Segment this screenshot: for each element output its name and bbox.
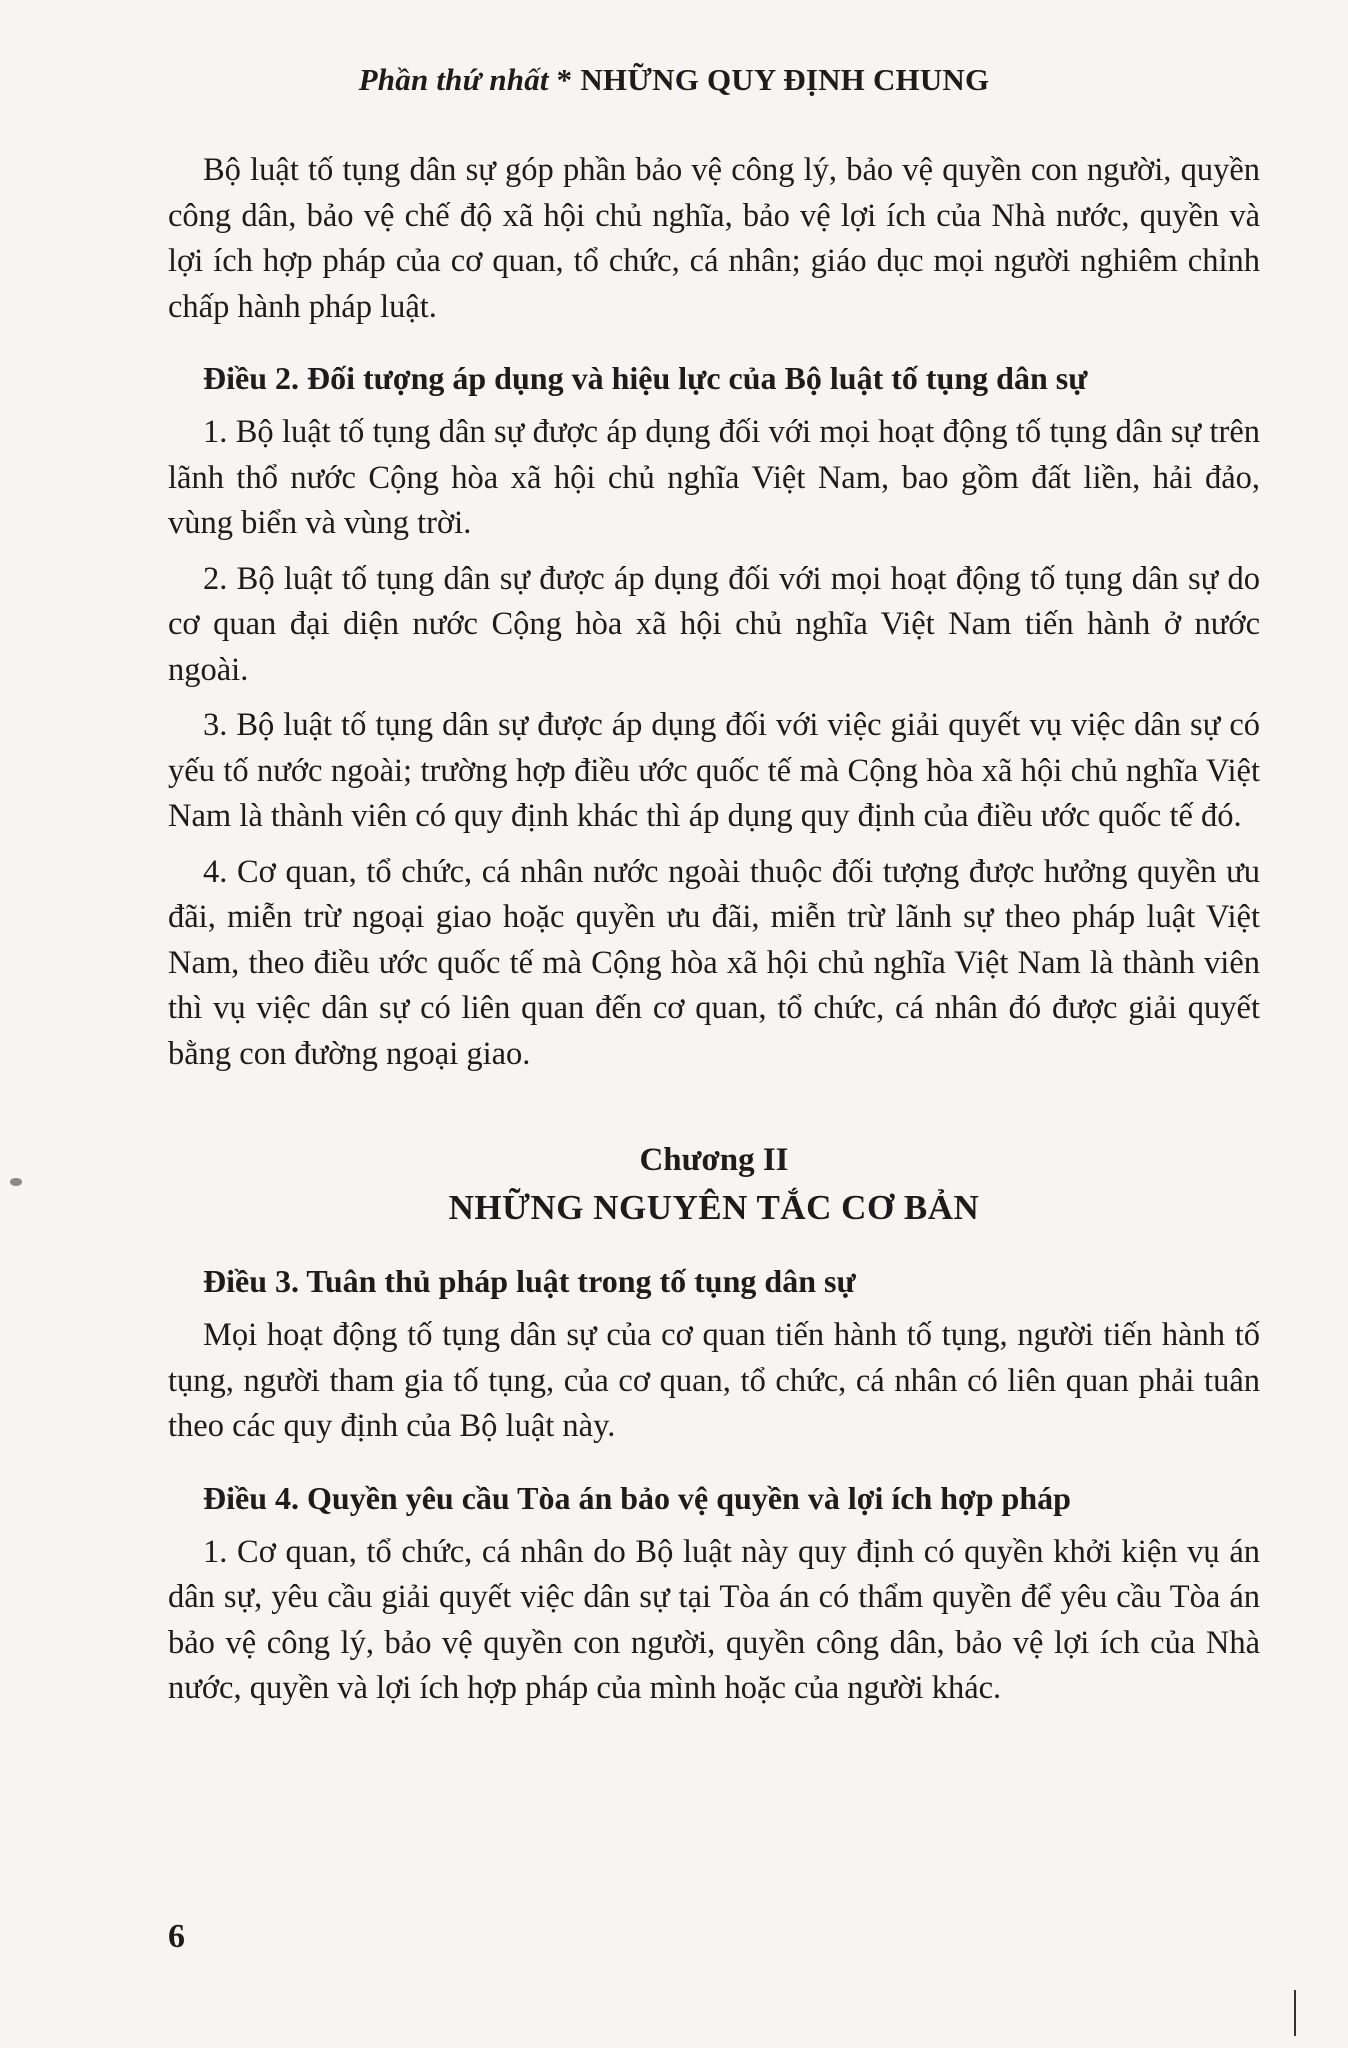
running-head-part: Phần thứ nhất (358, 62, 549, 97)
intro-paragraph: Bộ luật tố tụng dân sự góp phần bảo vệ công lý, bảo vệ quyền con người, quyền công dân, bảo vệ chế độ xã hội chủ nghĩa, bảo vệ lợi ích của Nhà nước, quyền và lợi ích hợp pháp của cơ quan, tổ chức, cá nhân; giáo dục mọi người nghiêm chỉnh chấp hành pháp luật. (168, 152, 1260, 325)
chapter-number: Chương II (639, 1142, 789, 1178)
page-edge-mark (1294, 1990, 1296, 2036)
running-head-title: NHỮNG QUY ĐỊNH CHUNG (580, 62, 990, 97)
article-4-heading: Điều 4. Quyền yêu cầu Tòa án bảo vệ quyền và lợi ích hợp pháp (203, 1479, 1071, 1516)
chapter-heading (168, 1137, 1260, 1233)
chapter-title: NHỮNG NGUYÊN TẮC CƠ BẢN (448, 1188, 980, 1227)
page-content (168, 148, 1260, 1712)
article-2-clause-4: 4. Cơ quan, tổ chức, cá nhân nước ngoài thuộc đối tượng được hưởng quyền ưu đãi, miễn trừ ngoại giao hoặc quyền ưu đãi, miễn trừ lãnh sự theo pháp luật Việt Nam, theo điều ước quốc tế mà Cộng hòa xã hội chủ nghĩa Việt Nam là thành viên thì vụ việc dân sự có liên quan đến cơ quan, tổ chức, cá nhân đó được giải quyết bằng con đường ngoại giao. (168, 853, 1260, 1072)
article-2-clause-1: 1. Bộ luật tố tụng dân sự được áp dụng đối với mọi hoạt động tố tụng dân sự trên lãnh thổ nước Cộng hòa xã hội chủ nghĩa Việt Nam, bao gồm đất liền, hải đảo, vùng biển và vùng trời. (168, 414, 1260, 541)
article-3-body: Mọi hoạt động tố tụng dân sự của cơ quan tiến hành tố tụng, người tiến hành tố tụng, người tham gia tố tụng, của cơ quan, tổ chức, cá nhân có liên quan phải tuân theo các quy định của Bộ luật này. (168, 1317, 1260, 1444)
running-head (0, 62, 1348, 98)
article-2-clause-3: 3. Bộ luật tố tụng dân sự được áp dụng đối với việc giải quyết vụ việc dân sự có yếu tố nước ngoài; trường hợp điều ước quốc tế mà Cộng hòa xã hội chủ nghĩa Việt Nam là thành viên có quy định khác thì áp dụng quy định của điều ước quốc tế đó. (168, 707, 1260, 834)
page-number: 6 (168, 1918, 185, 1955)
article-2-clause-2: 2. Bộ luật tố tụng dân sự được áp dụng đối với mọi hoạt động tố tụng dân sự do cơ quan đại diện nước Cộng hòa xã hội chủ nghĩa Việt Nam tiến hành ở nước ngoài. (168, 560, 1260, 688)
article-2-heading: Điều 2. Đối tượng áp dụng và hiệu lực của Bộ luật tố tụng dân sự (203, 360, 1088, 396)
running-head-separator: * (556, 62, 573, 97)
article-3-heading: Điều 3. Tuân thủ pháp luật trong tố tụng dân sự (203, 1263, 856, 1299)
paper-speck-mark (10, 1178, 22, 1186)
article-4-clause-1: 1. Cơ quan, tổ chức, cá nhân do Bộ luật này quy định có quyền khởi kiện vụ án dân sự, yêu cầu giải quyết việc dân sự tại Tòa án có thẩm quyền để yêu cầu Tòa án bảo vệ công lý, bảo vệ quyền con người, quyền công dân, bảo vệ lợi ích của Nhà nước, quyền và lợi ích hợp pháp của mình hoặc của người khác. (168, 1533, 1260, 1706)
